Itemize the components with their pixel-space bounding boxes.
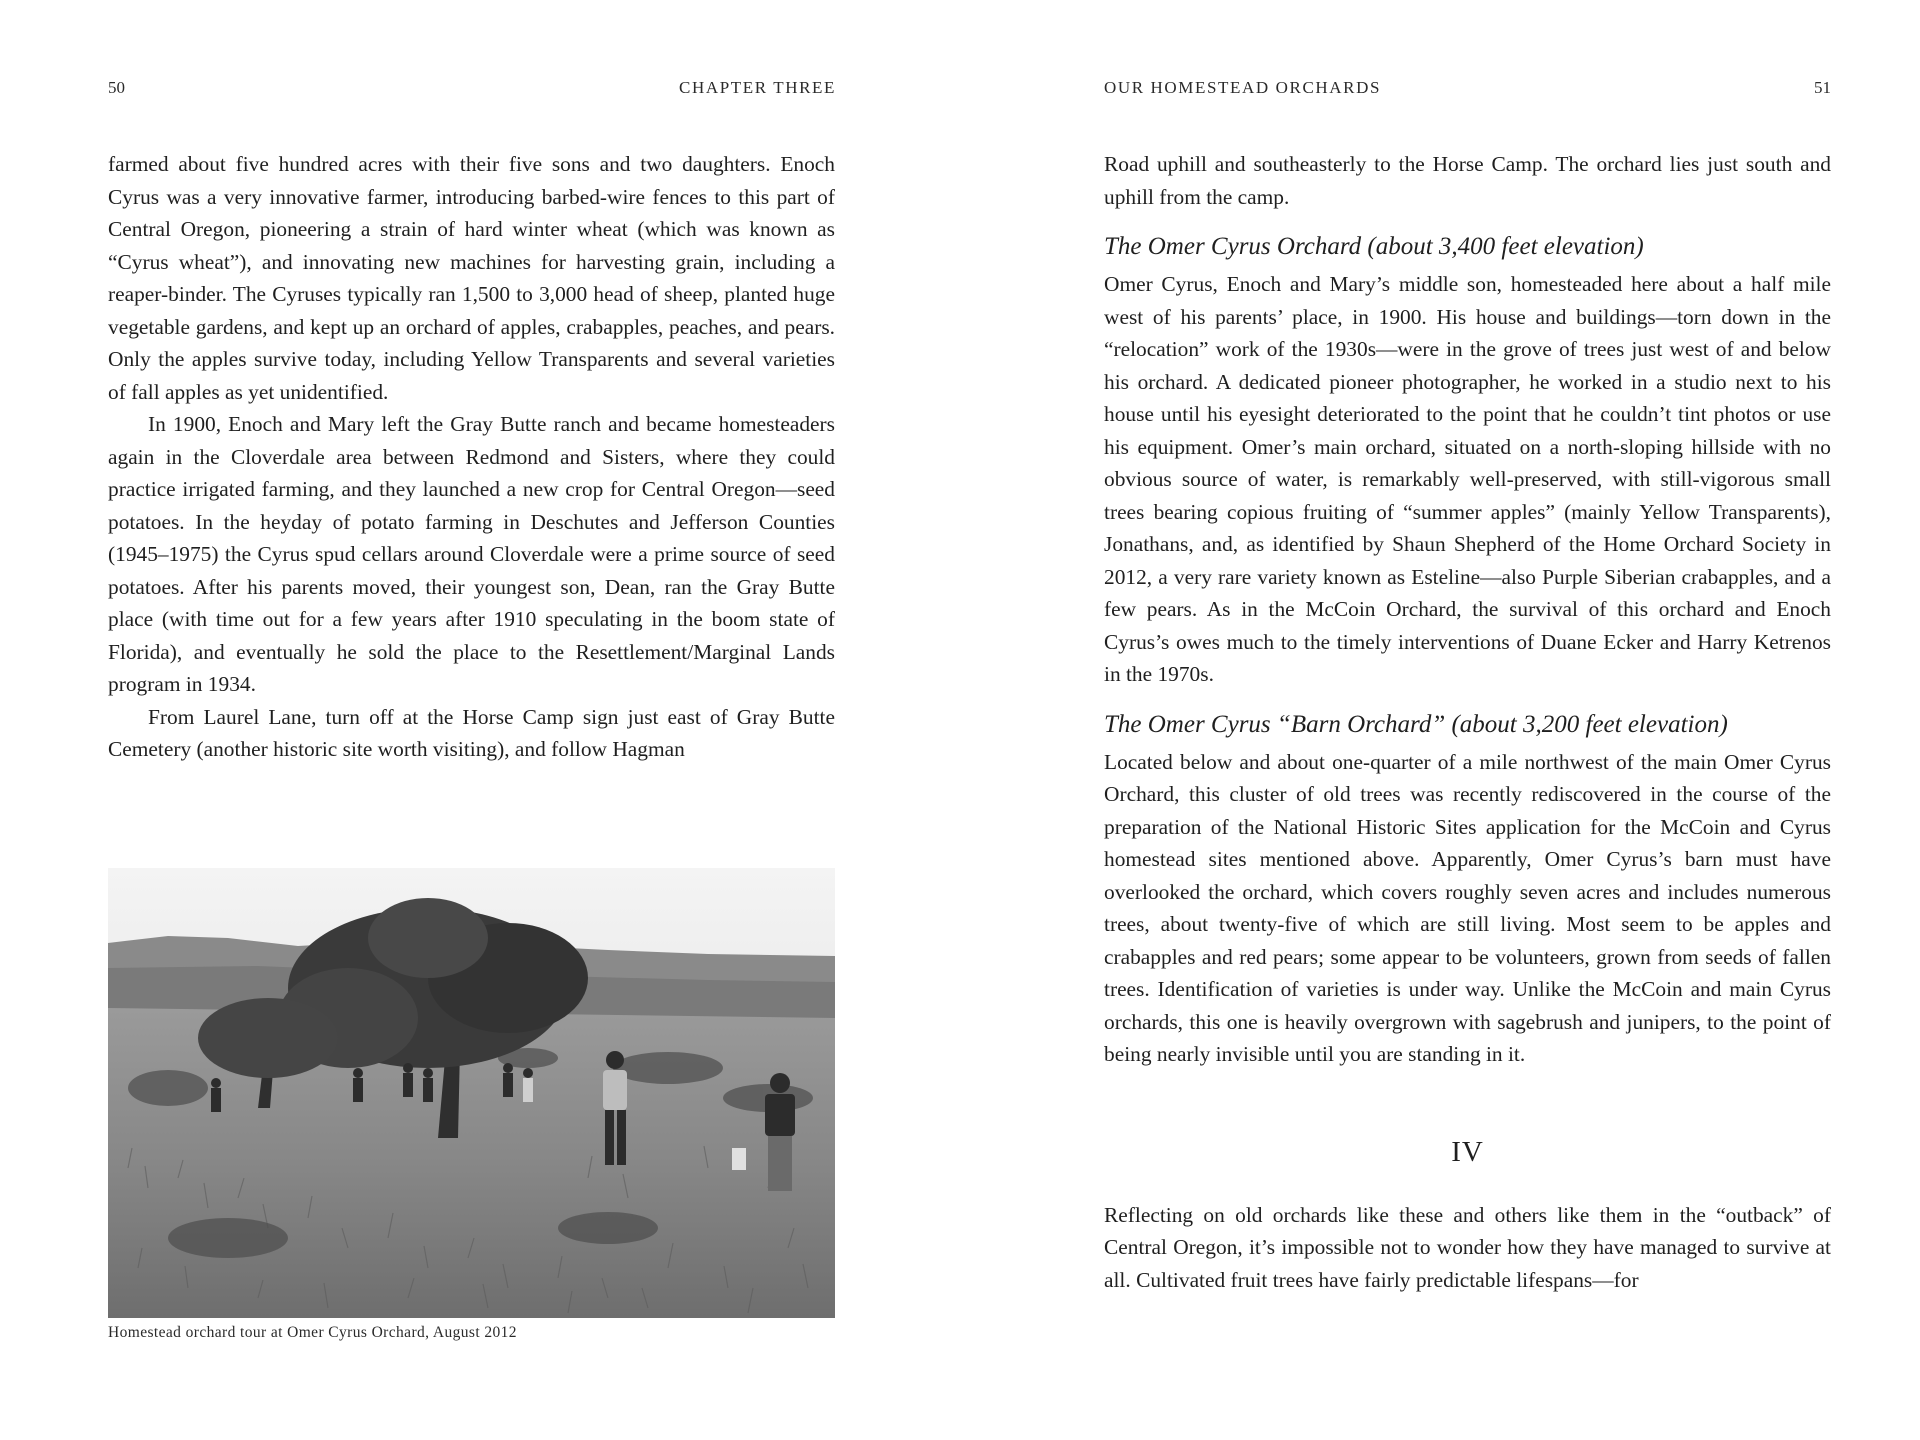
- right-running-head: OUR HOMESTEAD ORCHARDS: [1104, 78, 1382, 97]
- left-folio: 50: [108, 78, 125, 97]
- left-paragraph-3: From Laurel Lane, turn off at the Horse Camp sign just east of Gray Butte Cemetery (another historic site worth visiting), and follow Hagman: [108, 704, 835, 761]
- right-intro-paragraph: Road uphill and southeasterly to the Horse Camp. The orchard lies just south and uphill from the camp.: [1104, 152, 1831, 209]
- left-paragraph-1: farmed about five hundred acres with their five sons and two daughters. Enoch Cyrus was a very innovative farmer, introducing barbed-wire fences to this part of Central Oregon, pioneering a strain of hard winter wheat (which was known as “Cyrus wheat”), and innovating new machines for harvesting grain, including a reaper-binder. The Cyruses typically ran 1,500 to 3,000 head of sheep, planted huge vegetable gardens, and kept up an orchard of apples, crabapples, peaches, and pears. Only the apples survive today, including Yellow Transparents and several varieties of fall apples as yet unidentified.: [108, 152, 835, 404]
- right-page-body: [1104, 148, 1831, 1296]
- section-number: IV: [1451, 1135, 1484, 1168]
- photo-caption: Homestead orchard tour at Omer Cyrus Orchard, August 2012: [108, 1324, 517, 1341]
- closing-paragraph: Reflecting on old orchards like these and others like them in the “outback” of Central Oregon, it’s impossible not to wonder how they have managed to survive at all. Cultivated fruit trees have fairly predictable lifespans—for: [1104, 1202, 1831, 1292]
- right-folio: 51: [1814, 78, 1831, 97]
- left-paragraph-2: In 1900, Enoch and Mary left the Gray Butte ranch and became homesteaders again in the Cloverdale area between Redmond and Sisters, where they could practice irrigated farming, and they launched a new crop for Central Oregon—seed potatoes. In the heyday of potato farming in Deschutes and Jefferson Counties (1945–1975) the Cyrus spud cellars around Cloverdale were a prime source of seed potatoes. After his parents moved, their youngest son, Dean, ran the Gray Butte place (with time out for a few years after 1910 speculating in the boom state of Florida), and eventually he sold the place to the Resettlement/Marginal Lands program in 1934.: [108, 412, 835, 696]
- orchard-tour-photo: [108, 868, 835, 1318]
- section-text-omer-cyrus-orchard: Omer Cyrus, Enoch and Mary’s middle son, homesteaded here about a half mile west of his parents’ place, in 1900. His house and buildings—torn down in the “relocation” work of the 1930s—were in the grove of trees just west of and below his orchard. A dedicated pioneer photographer, he worked in a studio next to his house until his eyesight deteriorated to the point that he couldn’t tint photos or use his equipment. Omer’s main orchard, situated on a north-sloping hillside with no obvious source of water, is remarkably well-preserved, with still-vigorous small trees bearing copious fruiting of “summer apples” (mainly Yellow Transparents), Jonathans, and, as identified by Shaun Shepherd of the Home Orchard Society in 2012, a very rare variety known as Esteline—also Purple Siberian crabapples, and a few pears. As in the McCoin Orchard, the survival of this orchard and Enoch Cyrus’s owes much to the timely interventions of Duane Ecker and Harry Ketrenos in the 1970s.: [1104, 272, 1831, 686]
- left-running-head: CHAPTER THREE: [679, 78, 836, 97]
- section-heading-omer-cyrus-orchard: The Omer Cyrus Orchard (about 3,400 feet elevation): [1104, 233, 1644, 260]
- section-heading-barn-orchard: The Omer Cyrus “Barn Orchard” (about 3,200 feet elevation): [1104, 710, 1728, 738]
- section-text-barn-orchard: Located below and about one-quarter of a mile northwest of the main Omer Cyrus Orchard, this cluster of old trees was recently rediscovered in the course of the preparation of the National Historic Sites application for the McCoin and Cyrus homestead sites mentioned above. Apparently, Omer Cyrus’s barn must have overlooked the orchard, which covers roughly seven acres and includes numerous trees, about twenty-five of which are still living. Most seem to be apples and crabapples and red pears; some appear to be volunteers, grown from seeds of fallen trees. Identification of varieties is under way. Unlike the McCoin and main Cyrus orchards, this one is heavily overgrown with sagebrush and junipers, to the point of being nearly invisible until you are standing in it.: [1104, 749, 1831, 1066]
- left-page-body: [108, 148, 835, 766]
